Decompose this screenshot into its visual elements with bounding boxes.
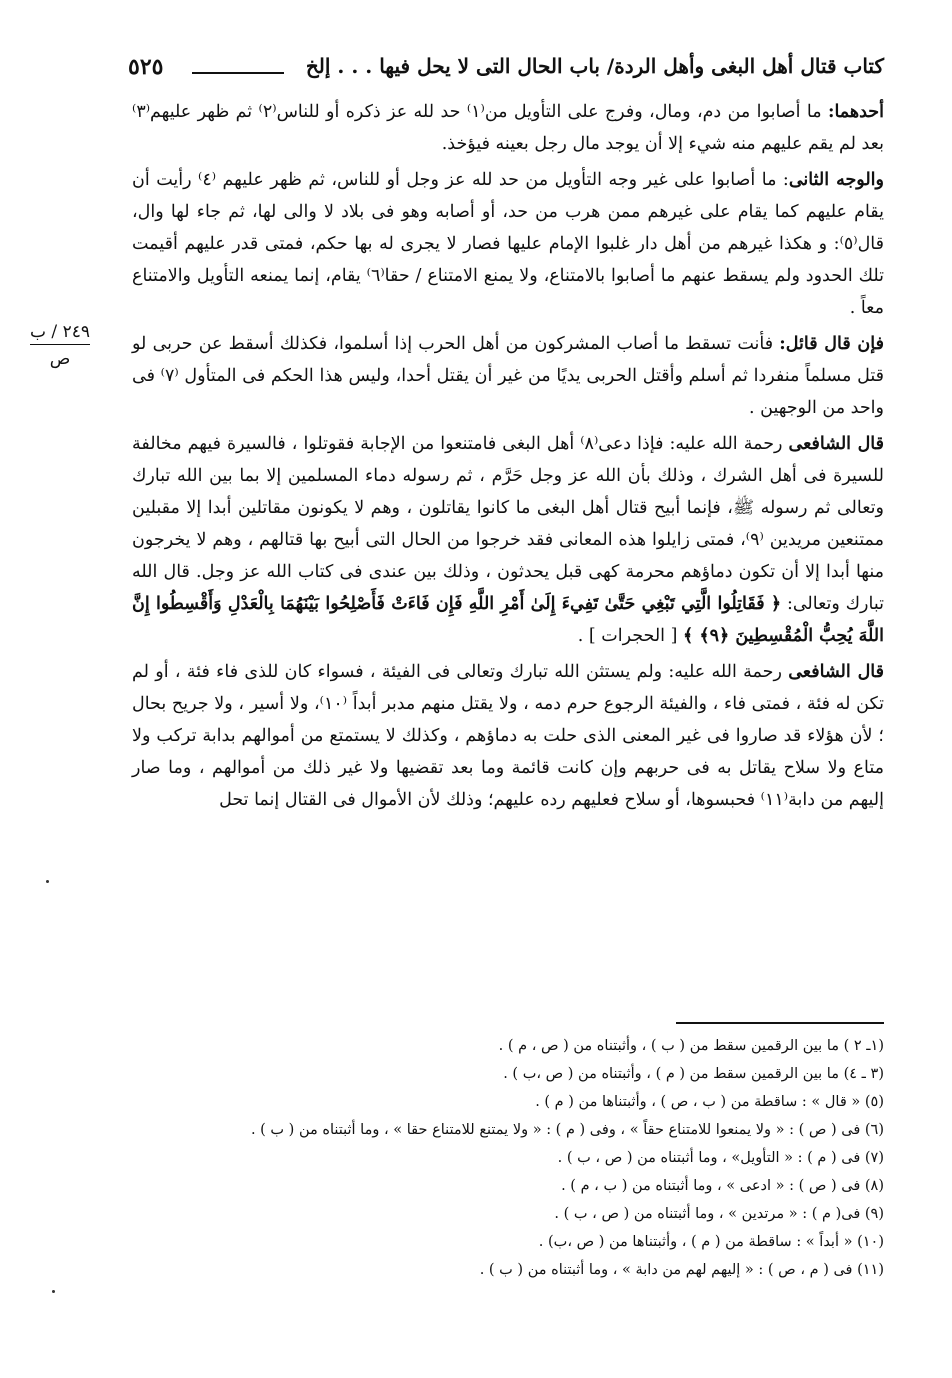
paragraph-objection xyxy=(132,328,884,424)
footnote-separator xyxy=(676,1022,884,1024)
page-number: ٥٢٥ xyxy=(128,54,164,80)
surah-reference: [ الحجرات ] . xyxy=(577,626,683,646)
footnotes xyxy=(132,1032,884,1284)
paragraph-text: فأنت تسقط ما أصاب المشركون من أهل الحرب إذا أسلموا، فكذلك أسقط عن حربى لو قتل مسلماً منفردا ثم أسلم وأقتل الحربى يديًا من غير أن يقتل أحدا، وليس هذا الحكم فى المتأول ⁽٧⁾ فى واحد من الوجهين . xyxy=(132,334,884,418)
footnote: (٧) فى ( م ) : « التأويل» ، وما أثبتناه من ( ص ، ب ) . xyxy=(557,1150,884,1166)
paragraph-lead: فإن قال قائل: xyxy=(779,334,884,354)
manuscript-margin-note xyxy=(30,322,90,369)
paragraph-text: ما أصابوا من دم، ومال، وفرج على التأويل من⁽١⁾ حد لله عز ذكره أو للناس⁽٢⁾ ثم ظهر عليهم⁽٣⁾ بعد لم يقم عليهم منه شيء إلا أن يوجد مال رجل بعينه فيؤخذ. xyxy=(132,102,884,154)
paragraph-lead: قال الشافعى xyxy=(788,434,885,454)
running-title: كتاب قتال أهل البغى وأهل الردة/ باب الحال التى لا يحل فيها . . . إلخ xyxy=(305,54,884,78)
paragraph-text: رحمة الله عليه: ولم يستثن الله تبارك وتعالى فى الفيئة ، فسواء كان للذى فاء فئة ، أو لم تكن له فئة ، فمتى فاء ، والفيئة الرجوع حرم دمه ، ولا يقتل منهم مدبر أبداً ⁽١٠⁾، ولا أسير ، ولا جريح بحال ؛ لأن هؤلاء قد صاروا فى غير المعنى الذى حلت به دماؤهم ، وكذلك لا يستمتع من أموالهم بدابة تركب ولا متاع ولا سلاح يقاتل به فى حربهم وإن كانت قائمة وما بعد تقضيها ولا غير ذلك من أموالهم ، وما صار إليهم من دابة⁽١١⁾ فحبسوها، أو سلاح فعليهم رده عليهم؛ وذلك لأن الأموال فى القتال إنما تحل xyxy=(132,662,885,810)
paragraph-lead: قال الشافعى xyxy=(788,662,884,682)
scan-speck xyxy=(46,880,49,883)
footnote: (٨) فى ( ص ) : « ادعى » ، وما أثبتناه من ( ب ، م ) . xyxy=(561,1178,884,1194)
quran-verse: ﴿ فَقَاتِلُوا الَّتِي تَبْغِي حَتَّىٰ تَفِيءَ إِلَىٰ أَمْرِ اللَّهِ فَإِن فَاءَتْ فَأَصْلِحُوا بَيْنَهُمَا بِالْعَدْلِ وَأَقْسِطُوا إِنَّ اللَّهَ يُحِبُّ الْمُقْسِطِينَ ﴿٩﴾ ﴾ xyxy=(132,594,884,646)
footnote: (١ـ ٢ ) ما بين الرقمين سقط من ( ب ) ، وأثبتناه من ( ص ، م ) . xyxy=(498,1038,884,1054)
paragraph-lead: أحدهما: xyxy=(827,102,884,122)
scan-speck xyxy=(52,1290,55,1293)
footnote: (١١) فى ( م ، ص ) : « إليهم لهم من دابة » ، وما أثبتناه من ( ب ) . xyxy=(479,1262,884,1278)
manuscript-siglum: ص xyxy=(49,349,71,369)
paragraph-text: رحمة الله عليه: فإذا دعى⁽٨⁾ أهل البغى فامتنعوا من الإجابة فقوتلوا ، فالسيرة فيهم مخالفة للسيرة فى أهل الشرك ، وذلك بأن الله عز وجل حَرَّم ، ثم رسوله دماء المسلمين إلا بما بين الله تبارك وتعالى ثم رسوله ﷺ، فإنما أبيح قتال أهل البغى ما كانوا يقاتلون ، وهم لا يكونون مقاتلين أبدا إلا مقبلين ممتنعين مريدين ⁽٩⁾، فمتى زايلوا هذه المعانى فقد خرجوا من الحال التى أبيح بها قتالهم ، وهم لا يخرجون منها أبدا إلا أن تكون دماؤهم محرمة كهى قبل يحدثون ، وذلك بين عندى فى كتاب الله عز وجل. قال الله تبارك وتعالى: xyxy=(132,434,884,614)
running-header xyxy=(128,50,884,90)
paragraph-text: : ما أصابوا على غير وجه التأويل من حد لله عز وجل أو للناس، ثم ظهر عليهم ⁽٤⁾ رأيت أن يقام عليهم كما يقام على غيرهم ممن هرب من حد، أو أصابه وهو فى بلاد لا والى لها، ثم جاء لها وال، قال⁽٥⁾: و هكذا غيرهم من أهل دار غلبوا الإمام عليها فصار لا يجرى له بها حكم، فمتى قدر عليهم أقيمت تلك الحدود ولم يسقط عنهم ما أصابوا بالامتناع، ولا يمنع الامتناع / حقا⁽٦⁾ يقام، إنما يمنعه التأويل والامتناع معاً . xyxy=(132,170,885,318)
folio-reference: ٢٤٩ / ب xyxy=(30,322,90,345)
footnote: (٩) فى( م ) : « مرتدين » ، وما أثبتناه من ( ص ، ب ) . xyxy=(554,1206,884,1222)
main-text xyxy=(132,96,884,820)
footnote: (١٠) « أبداً » : ساقطة من ( م ) ، وأثبتناها من ( ص ،ب) . xyxy=(538,1234,884,1250)
paragraph-second-case xyxy=(132,164,884,324)
footnote: (٣ ـ ٤) ما بين الرقمين سقط من ( م ) ، وأثبتناه من ( ص ،ب ) . xyxy=(503,1066,884,1082)
footnote: (٦) فى ( ص ) : « ولا يمنعوا للامتناع حقاً » ، وفى ( م ) : « ولا يمتنع للامتناع حقا » ، وما أثبتناه من ( ب ) . xyxy=(250,1122,884,1138)
footnote: (٥) « قال » : ساقطة من ( ب ، ص ) ، وأثبتناها من ( م ) . xyxy=(535,1094,884,1110)
paragraph-lead: والوجه الثانى xyxy=(788,170,884,190)
paragraph-shafii-retreat xyxy=(132,656,884,816)
header-rule xyxy=(192,72,284,74)
paragraph-first-case xyxy=(132,96,884,160)
paragraph-shafii-quote xyxy=(132,428,884,652)
